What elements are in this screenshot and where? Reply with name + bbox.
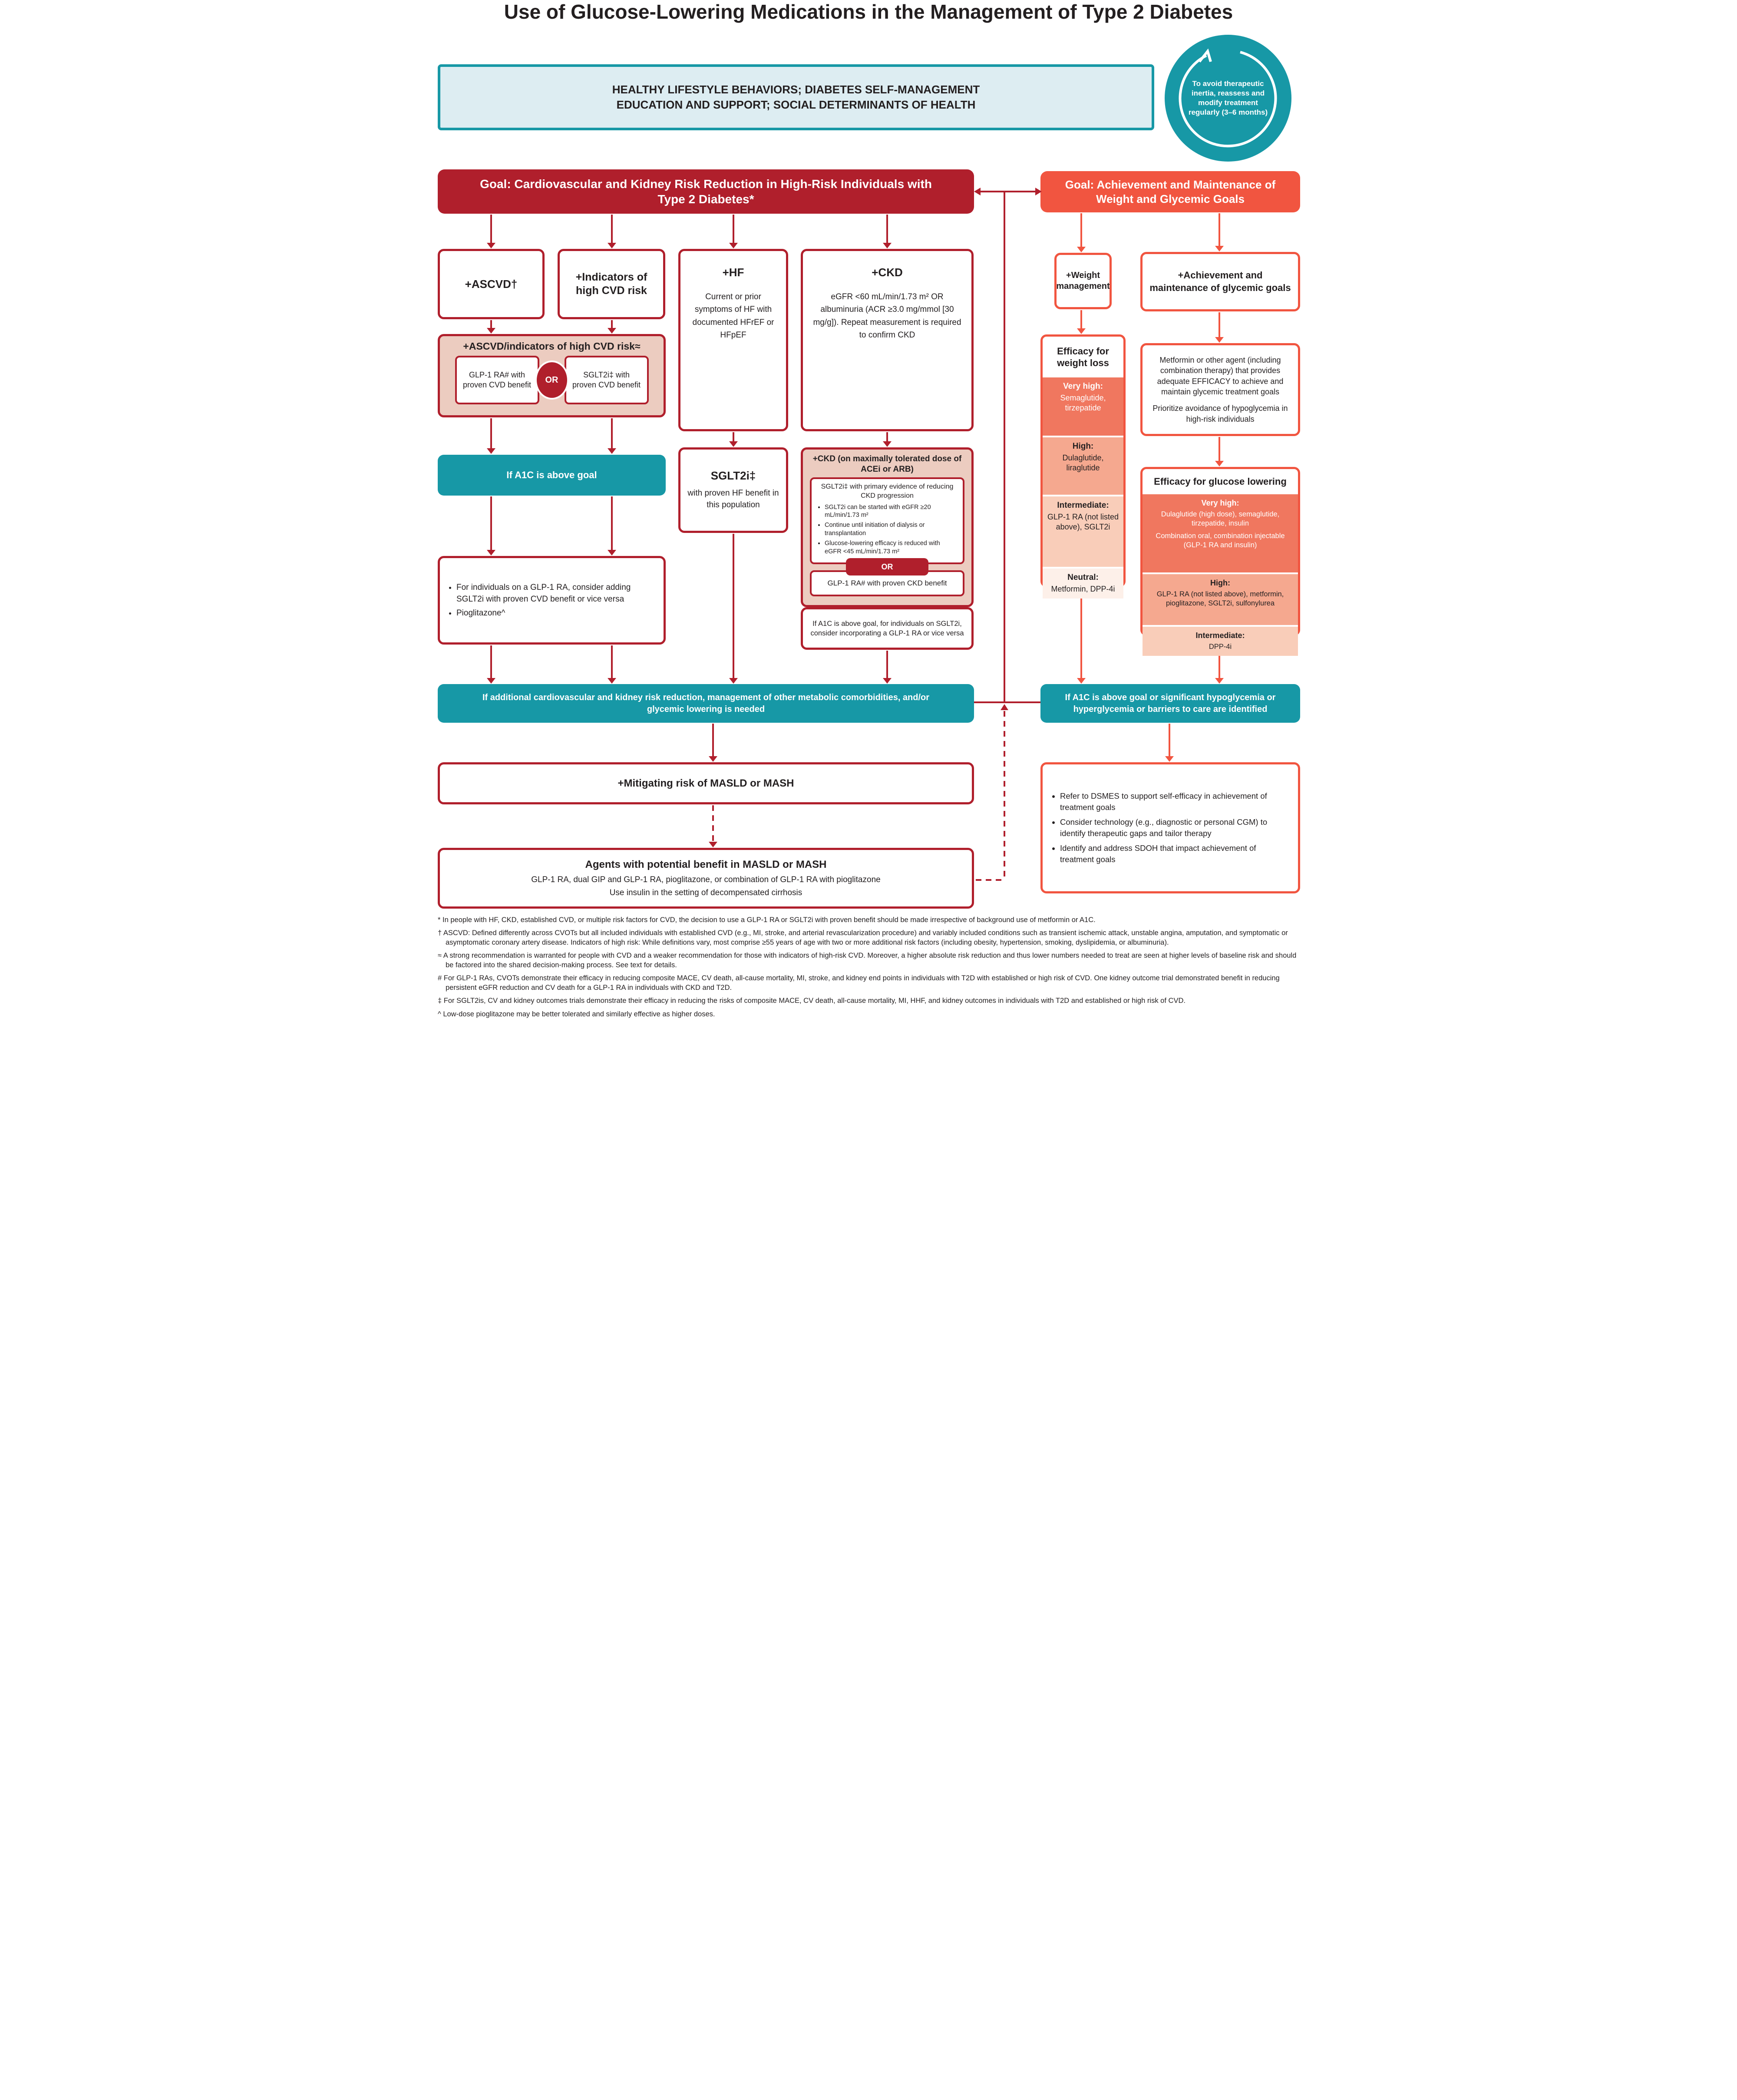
flow-arrow <box>611 418 613 449</box>
ckd-evidence-heading: SGLT2i‡ with primary evidence of reducing CKD progression <box>821 483 954 499</box>
a1c-above-goal-text: If A1C is above goal <box>506 470 597 480</box>
footnote: * In people with HF, CKD, established CVD, or multiple risk factors for CVD, the decision to use a GLP-1 RA or SGLT2i with proven benefit should be made irrespective of background use of metformin or A1C. <box>438 916 1096 924</box>
arrow-right-icon <box>1035 188 1042 195</box>
tier-drugs: Dulaglutide (high dose), semaglutide, tirzepatide, insulin <box>1161 510 1280 528</box>
ascvd-box <box>438 249 545 319</box>
ckd-detail-box <box>801 447 974 607</box>
tier-drugs: Semaglutide, tirzepatide <box>1060 394 1106 413</box>
or-badge <box>535 360 569 400</box>
tier-drugs: GLP-1 RA (not listed above), metformin, pioglitazone, SGLT2i, sulfonylurea <box>1156 590 1284 608</box>
flow-arrow <box>611 496 613 550</box>
footnote: # For GLP-1 RAs, CVOTs demonstrate their efficacy in reducing composite MACE, CV death, all-cause mortality, MI, stroke, and kidney end points in individuals with T2D with established or high risk of CVD. One kidney outcome trial demonstrated benefit in reducing persistent eGFR reduction and CV death for a GLP-1 RA in individuals with CKD and T2D. <box>438 974 1280 992</box>
glycemic-teal-bar <box>1040 684 1300 723</box>
sglt2i-hf-body: with proven HF benefit in this population <box>687 489 779 509</box>
flow-arrow <box>733 432 734 442</box>
reassess-cycle-text: To avoid therapeutic inertia, reassess and modify treatment regularly (3–6 months) <box>1188 79 1268 117</box>
flow-arrow <box>1080 213 1082 247</box>
combined-box-title: +ASCVD/indicators of high CVD risk≈ <box>463 341 641 352</box>
flow-arrow <box>1080 588 1082 678</box>
masld-box <box>438 762 974 804</box>
ckd-box <box>801 249 974 431</box>
flow-arrow <box>1169 724 1170 757</box>
tier-drugs: GLP-1 RA (not listed above), SGLT2i <box>1047 513 1119 532</box>
cvd-indicators-box <box>558 249 665 319</box>
masld-agents-line1: GLP-1 RA, dual GIP and GLP-1 RA, pioglitazone, or combination of GLP-1 RA with pioglitazone <box>531 875 881 884</box>
flow-arrow <box>712 724 714 757</box>
weight-efficacy-title: Efficacy for weight loss <box>1057 345 1109 368</box>
connector-line-dashed <box>1004 711 1005 880</box>
tier-label: High: <box>1072 442 1094 451</box>
weight-tier-neutral <box>1043 567 1123 599</box>
flow-arrow <box>733 215 734 243</box>
weight-tier-intermediate <box>1043 495 1123 567</box>
flow-arrow <box>611 320 613 328</box>
metformin-para2: Prioritize avoidance of hypoglycemia in high-risk individuals <box>1152 404 1288 423</box>
glucose-efficacy-box <box>1140 467 1300 651</box>
cv-kidney-teal-text: If additional cardiovascular and kidney risk reduction, management of other metabolic comorbidities, and/or glycemic lowering is needed <box>482 692 930 714</box>
ckd-or-label: OR <box>881 562 893 571</box>
footnote: ^ Low-dose pioglitazone may be better tolerated and similarly effective as higher doses. <box>438 1010 715 1018</box>
ckd-evidence-bullet: • Glucose-lowering efficacy is reduced with eGFR <45 mL/min/1.73 m² <box>825 539 958 556</box>
tier-label: Intermediate: <box>1057 501 1109 510</box>
reassess-cycle-badge <box>1165 35 1291 162</box>
arrow-up-icon <box>1001 704 1008 710</box>
flow-arrow <box>1219 312 1220 337</box>
flow-arrow <box>1219 437 1220 461</box>
care-action-item: • Consider technology (e.g., diagnostic or personal CGM) to identify therapeutic gaps and tailor therapy <box>1060 817 1289 839</box>
flow-arrow <box>611 645 613 678</box>
a1c-option-item: • Pioglitazone^ <box>456 607 656 619</box>
glucose-efficacy-header <box>1143 469 1298 494</box>
tier-label: Intermediate: <box>1195 631 1245 640</box>
cv-kidney-teal-bar <box>438 684 974 723</box>
ckd-a1c-note-text: If A1C is above goal, for individuals on SGLT2i, consider incorporating a GLP-1 RA or vice versa <box>810 619 964 637</box>
flow-arrow <box>886 432 888 442</box>
glycemic-teal-text: If A1C is above goal or significant hypoglycemia or hyperglycemia or barriers to care are identified <box>1065 692 1276 714</box>
connector-line <box>980 191 1036 192</box>
care-actions-box <box>1040 762 1300 893</box>
glp1-cvd-benefit-box <box>455 356 539 404</box>
ckd-box-body: eGFR <60 mL/min/1.73 m² OR albuminuria (ACR ≥3.0 mg/mmol [30 mg/g]). Repeat measurement is required to confirm CKD <box>813 292 961 340</box>
flow-arrow <box>490 645 492 678</box>
connector-line <box>1004 192 1005 702</box>
goal-weight-glycemic-text: Goal: Achievement and Maintenance of Weight and Glycemic Goals <box>1065 178 1276 205</box>
metformin-efficacy-box <box>1140 343 1300 436</box>
tier-label: High: <box>1210 579 1230 587</box>
weight-efficacy-box <box>1040 334 1126 593</box>
footnote: ≈ A strong recommendation is warranted for people with CVD and a weaker recommendation for those with indicators of high-risk CVD. Moreover, a higher absolute risk reduction and thus lower numbers needed to treat are seen at higher levels of baseline risk and should be factored into the shared decision-making process. See text for details. <box>438 952 1297 969</box>
hf-box-body: Current or prior symptoms of HF with documented HFrEF or HFpEF <box>692 292 774 340</box>
arrow-left-icon <box>974 188 981 195</box>
goal-cv-kidney-text: Goal: Cardiovascular and Kidney Risk Reduction in High-Risk Individuals with Type 2 Diabetes* <box>480 177 932 206</box>
glp1-cvd-benefit-label: GLP-1 RA# with proven CVD benefit <box>462 370 532 389</box>
flow-arrow <box>1219 213 1220 246</box>
goal-cv-kidney-header <box>438 169 974 214</box>
lifestyle-banner <box>438 64 1154 130</box>
ckd-sglt2i-evidence-box <box>810 477 964 564</box>
tier-label: Very high: <box>1063 382 1103 391</box>
ckd-evidence-bullet: • Continue until initiation of dialysis or transplantation <box>825 521 958 538</box>
a1c-option-item: • For individuals on a GLP-1 RA, consider adding SGLT2i with proven CVD benefit or vice versa <box>456 582 656 605</box>
glucose-efficacy-title: Efficacy for glucose lowering <box>1154 476 1287 487</box>
ckd-a1c-note <box>801 607 974 650</box>
sglt2i-cvd-benefit-box <box>565 356 649 404</box>
a1c-above-goal-bar <box>438 455 666 496</box>
sglt2i-hf-box <box>678 447 788 533</box>
lifestyle-banner-text: HEALTHY LIFESTYLE BEHAVIORS; DIABETES SELF-MANAGEMENT EDUCATION AND SUPPORT; SOCIAL DETERMINANTS OF HEALTH <box>612 83 980 111</box>
care-action-item: • Refer to DSMES to support self-efficacy in achievement of treatment goals <box>1060 790 1289 813</box>
footnotes <box>438 916 1299 1023</box>
glycemic-goals-box <box>1140 252 1300 311</box>
tier-label: Very high: <box>1201 499 1239 507</box>
figure-canvas <box>434 0 1303 1051</box>
tier-drugs: DPP-4i <box>1209 643 1232 651</box>
connector-line-dashed <box>976 879 1004 881</box>
tier-drugs: Metformin, DPP-4i <box>1051 585 1115 593</box>
flow-arrow <box>733 534 734 678</box>
ckd-detail-title: +CKD (on maximally tolerated dose of ACEi or ARB) <box>812 454 962 474</box>
figure-title: Use of Glucose-Lowering Medications in the Management of Type 2 Diabetes <box>504 0 1233 23</box>
footnote: † ASCVD: Defined differently across CVOTs but all included individuals with established CVD (e.g., MI, stroke, and arterial revascularization procedure) and variably included conditions such as transient ischemic attack, unstable angina, amputation, and symptomatic or asymptomatic coronary artery disease. Indicators of high risk: While definitions vary, most comprise ≥55 years of age with two or more additional risk factors (including obesity, hypertension, smoking, dyslipidemia, or albuminuria). <box>438 929 1288 946</box>
care-action-item: • Identify and address SDOH that impact achievement of treatment goals <box>1060 843 1289 865</box>
goal-weight-glycemic-header <box>1040 171 1300 212</box>
masld-agents-box <box>438 848 974 909</box>
masld-agents-title: Agents with potential benefit in MASLD or MASH <box>585 859 827 870</box>
sglt2i-cvd-benefit-label: SGLT2i‡ with proven CVD benefit <box>572 370 641 389</box>
weight-management-label: +Weight management <box>1056 271 1110 291</box>
a1c-options-box <box>438 556 666 645</box>
tier-drugs: Dulaglutide, liraglutide <box>1062 453 1104 473</box>
flow-arrow <box>1080 310 1082 329</box>
flow-arrow <box>886 651 888 678</box>
masld-box-title: +Mitigating risk of MASLD or MASH <box>618 777 794 789</box>
or-badge-label: OR <box>545 375 558 385</box>
tier-drugs: Combination oral, combination injectable (GLP-1 RA and insulin) <box>1156 532 1285 549</box>
flow-arrow <box>611 215 613 243</box>
flow-arrow <box>886 215 888 243</box>
cvd-indicators-label: +Indicators of high CVD risk <box>575 271 647 297</box>
flow-arrow-dashed <box>712 805 714 842</box>
flow-arrow <box>490 215 492 243</box>
sglt2i-hf-title: SGLT2i‡ <box>710 469 756 483</box>
tier-label: Neutral: <box>1067 573 1099 582</box>
ckd-evidence-bullet: • SGLT2i can be started with eGFR ≥20 mL/min/1.73 m² <box>825 503 958 520</box>
weight-management-box <box>1054 253 1112 309</box>
flow-arrow <box>490 496 492 550</box>
hf-box <box>678 249 788 431</box>
glp1-ckd-benefit-label: GLP-1 RA# with proven CKD benefit <box>827 579 947 587</box>
ascvd-box-label: +ASCVD† <box>465 277 518 291</box>
ascvd-indicators-combined-box <box>438 334 666 417</box>
connector-line <box>974 701 1040 703</box>
footnote: ‡ For SGLT2is, CV and kidney outcomes trials demonstrate their efficacy in reducing the risks of composite MACE, CV death, all-cause mortality, MI, HHF, and kidney outcomes in individuals with T2D and established or high risk of CVD. <box>438 997 1186 1005</box>
hf-box-title: +HF <box>722 266 744 279</box>
masld-agents-line2: Use insulin in the setting of decompensated cirrhosis <box>609 888 802 897</box>
metformin-para1: Metformin or other agent (including combination therapy) that provides adequate EFFICACY to achieve and maintain glycemic treatment goals <box>1157 356 1284 396</box>
flow-arrow <box>490 320 492 328</box>
flow-arrow <box>490 418 492 449</box>
weight-tier-very-high <box>1043 377 1123 436</box>
ckd-box-title: +CKD <box>872 266 903 279</box>
glucose-tier-high <box>1143 572 1298 625</box>
glucose-tier-intermediate <box>1143 625 1298 656</box>
glucose-tier-very-high <box>1143 494 1298 572</box>
weight-tier-high <box>1043 436 1123 495</box>
ckd-or-badge <box>846 558 928 575</box>
glycemic-goals-label: +Achievement and maintenance of glycemic goals <box>1149 269 1291 293</box>
weight-efficacy-header <box>1043 337 1123 377</box>
